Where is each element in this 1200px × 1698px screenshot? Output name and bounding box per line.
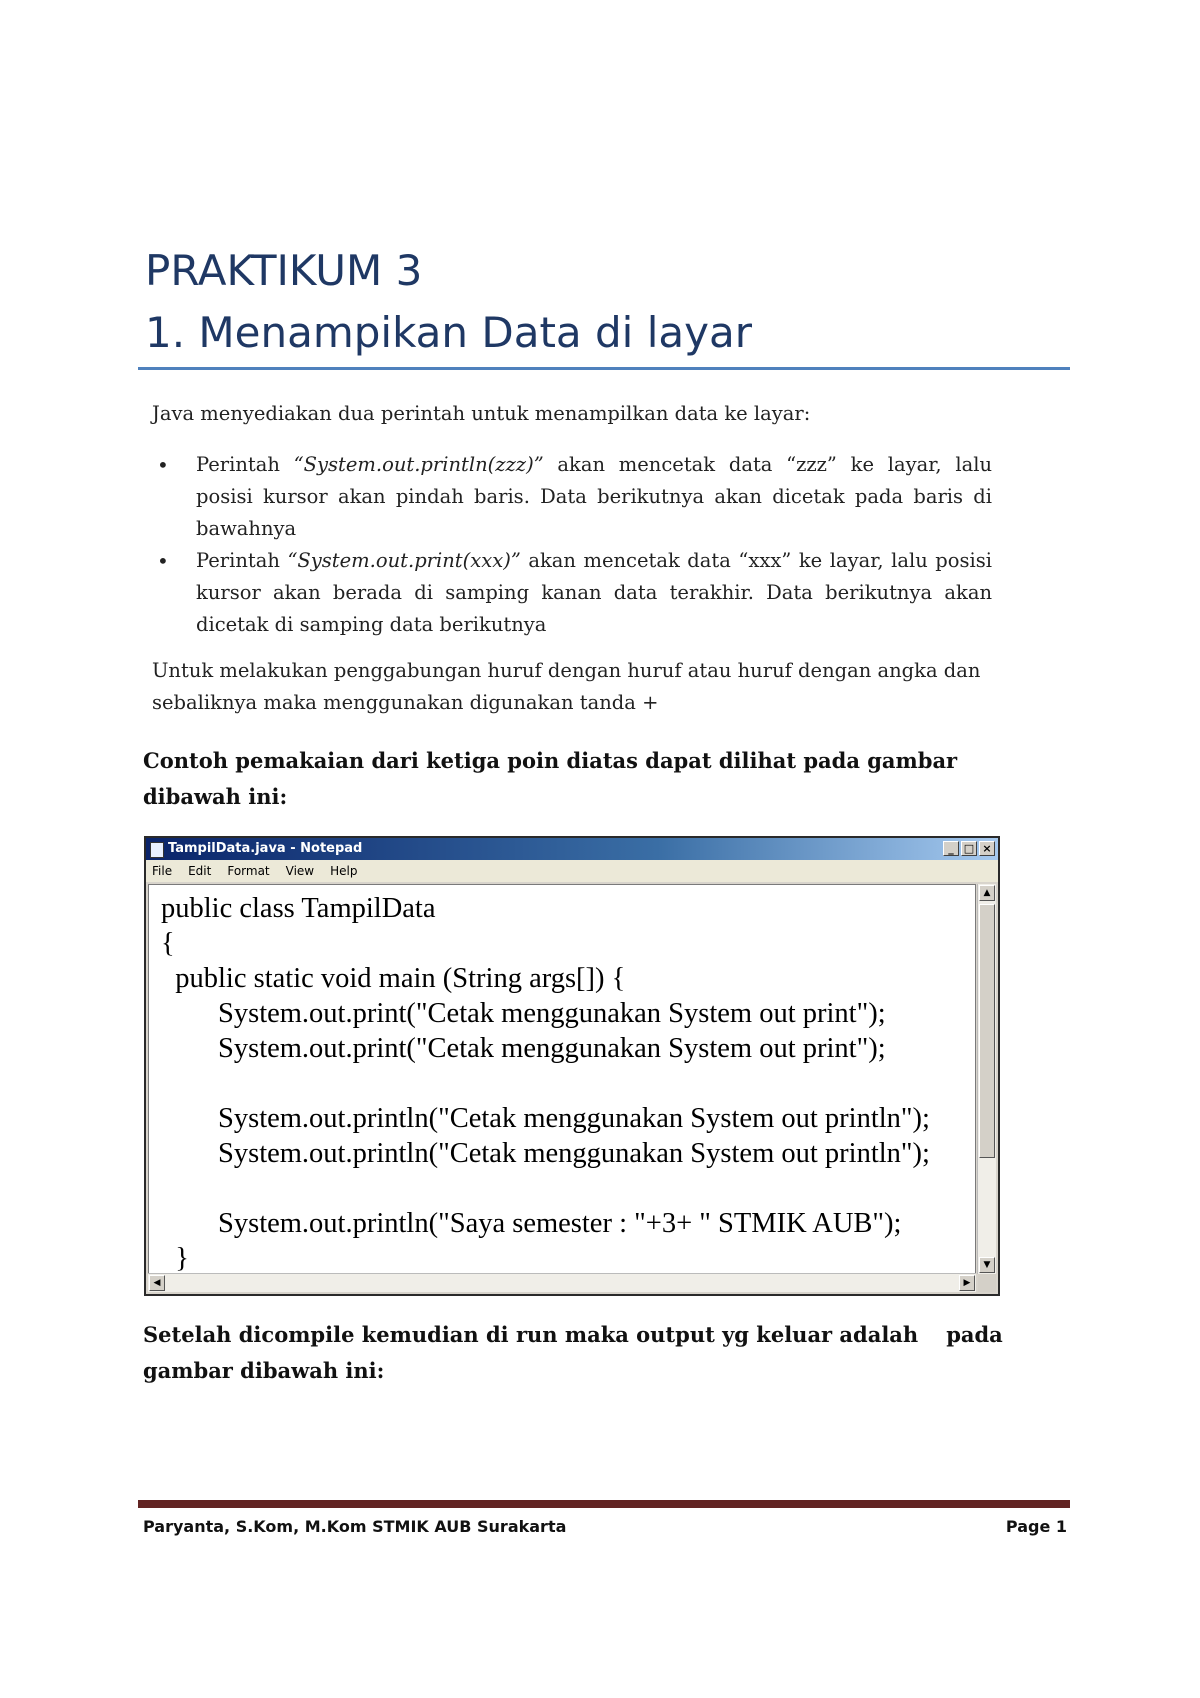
scroll-left-icon: ◀ xyxy=(149,1275,165,1291)
notepad-editor xyxy=(148,884,976,1274)
horizontal-scrollbar xyxy=(148,1273,976,1292)
notepad-menubar xyxy=(146,860,998,882)
scroll-up-icon: ▲ xyxy=(979,885,995,901)
bullet-icon: • xyxy=(157,549,169,573)
vertical-scrollbar xyxy=(977,884,996,1274)
section-title: 1. Menampikan Data di layar xyxy=(145,308,752,357)
menu-view: View xyxy=(285,864,315,878)
notepad-titlebar xyxy=(146,838,998,860)
scroll-thumb xyxy=(979,904,995,1158)
list-item: • Perintah “System.out.println(zzz)” akan mencetak data “zzz” ke layar, lalu posisi kursor akan pindah baris. Data berikutnya akan dicetak pada baris di bawahnya xyxy=(152,449,992,545)
menu-format: Format xyxy=(227,864,270,878)
minimize-icon: _ xyxy=(943,841,959,856)
combine-paragraph: Untuk melakukan penggabungan huruf dengan huruf atau huruf dengan angka dan sebaliknya maka menggunakan digunakan tanda + xyxy=(152,659,981,714)
bullet-icon: • xyxy=(157,453,169,477)
output-intro: Setelah dicompile kemudian di run maka output yg keluar adalah pada gambar dibawah ini: xyxy=(143,1322,1003,1383)
menu-file: File xyxy=(152,864,173,878)
close-icon: × xyxy=(979,841,995,856)
list-item: • Perintah “System.out.print(xxx)” akan mencetak data “xxx” ke layar, lalu posisi kursor akan berada di samping kanan data terakhir. Data berikutnya akan dicetak di samping data berikutnya xyxy=(152,545,992,641)
java-code: public class TampilData { public static void main (String args[]) { System.out.print("Cetak menggunakan System out print"); System.out.print("Cetak menggunakan System out print"); System.out.println("Cetak menggunakan System out println"); System.out.println("Cetak menggunakan System out println"); System.out.println("Saya semester : "+3+ " STMIK AUB"); } xyxy=(161,893,930,1274)
footer-author: Paryanta, S.Kom, M.Kom STMIK AUB Surakarta xyxy=(143,1517,567,1536)
maximize-icon: □ xyxy=(961,841,977,856)
resize-grip-icon xyxy=(978,1274,996,1292)
scroll-right-icon: ▶ xyxy=(959,1275,975,1291)
window-controls xyxy=(943,841,995,856)
command-list xyxy=(152,449,992,641)
scroll-down-icon: ▼ xyxy=(979,1257,995,1273)
page-number: Page 1 xyxy=(1005,1517,1067,1536)
menu-edit: Edit xyxy=(188,864,212,878)
footer-divider xyxy=(138,1500,1070,1508)
notepad-screenshot xyxy=(144,836,1000,1296)
notepad-title: TampilData.java - Notepad xyxy=(168,841,363,856)
title-divider xyxy=(138,367,1070,370)
menu-help: Help xyxy=(330,864,358,878)
example-intro: Contoh pemakaian dari ketiga poin diatas dapat dilihat pada gambar dibawah ini: xyxy=(143,748,958,809)
command-print: “System.out.print(xxx)” xyxy=(287,549,521,572)
intro-paragraph: Java menyediakan dua perintah untuk menampilkan data ke layar: xyxy=(152,402,811,425)
page-title: PRAKTIKUM 3 xyxy=(145,246,423,295)
notepad-icon xyxy=(150,842,164,858)
command-println: “System.out.println(zzz)” xyxy=(293,453,544,476)
